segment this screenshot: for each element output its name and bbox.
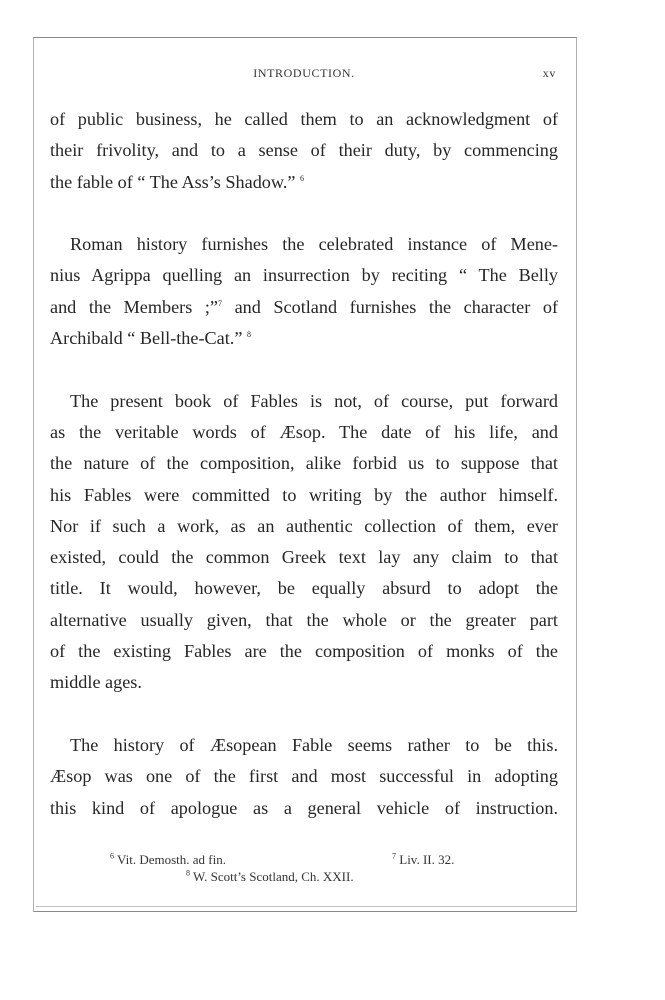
text-line: alternative usually given, that the whole or the greater part <box>50 609 558 630</box>
text-line-content: and the Members ;” <box>50 296 219 317</box>
text-line: of public business, he called them to an acknowledgment of <box>50 109 558 129</box>
running-title: INTRODUCTION. <box>253 66 355 80</box>
text-line: his Fables were committed to writing by the author himself. <box>50 484 558 505</box>
text-line: middle ages. <box>50 672 142 693</box>
text-line: nius Agrippa quelling an insurrection by reciting “ The Belly <box>50 265 558 286</box>
footnote-text: Liv. II. 32. <box>399 852 455 867</box>
text-line: existed, could the common Greek text lay any claim to that <box>50 547 558 568</box>
note-reference: 7 <box>218 298 223 308</box>
text-line: their frivolity, and to a sense of their duty, by commencing <box>50 140 558 161</box>
footnote-mark: 8 <box>186 868 190 878</box>
text-line: this kind of apologue as a general vehicle of instruction. <box>50 797 558 818</box>
body-text <box>50 104 558 824</box>
text-line: The history of Æsopean Fable seems rather to be this. <box>70 734 558 755</box>
text-line: the nature of the composition, alike forbid us to suppose that <box>50 453 558 474</box>
footnote <box>186 868 354 885</box>
text-line <box>50 167 558 198</box>
footnote <box>392 851 454 868</box>
footnote-mark: 6 <box>110 851 114 861</box>
footnotes <box>50 851 558 885</box>
text-line: The present book of Fables is not, of course, put forward <box>70 390 558 411</box>
text-line: title. It would, however, be equally absurd to adopt the <box>50 578 558 599</box>
page-number: xv <box>542 66 556 80</box>
note-reference: 6 <box>300 173 305 183</box>
text-line: Æsop was one of the first and most successful in adopting <box>50 766 558 787</box>
running-head <box>50 66 558 82</box>
footnote-text: W. Scott’s Scotland, Ch. XXII. <box>193 869 354 884</box>
text-line: Roman history furnishes the celebrated instance of Mene- <box>70 234 558 255</box>
note-reference: 8 <box>246 330 251 340</box>
text-line: of the existing Fables are the composition of monks of the <box>50 641 558 662</box>
text-line <box>50 323 558 354</box>
page-border-rule <box>36 906 576 907</box>
text-line-content: and Scotland furnishes the character of <box>234 296 558 317</box>
text-line: Nor if such a work, as an authentic collection of them, ever <box>50 515 558 536</box>
text-line-content: Archibald “ Bell-the-Cat.” <box>50 328 243 349</box>
footnote-mark: 7 <box>392 851 396 861</box>
text-line <box>50 292 558 323</box>
footnote-text: Vit. Demosth. ad fin. <box>117 852 226 867</box>
text-line-content: the fable of “ The Ass’s Shadow.” <box>50 171 296 192</box>
footnote <box>110 851 226 868</box>
text-line: as the veritable words of Æsop. The date of his life, and <box>50 421 558 442</box>
